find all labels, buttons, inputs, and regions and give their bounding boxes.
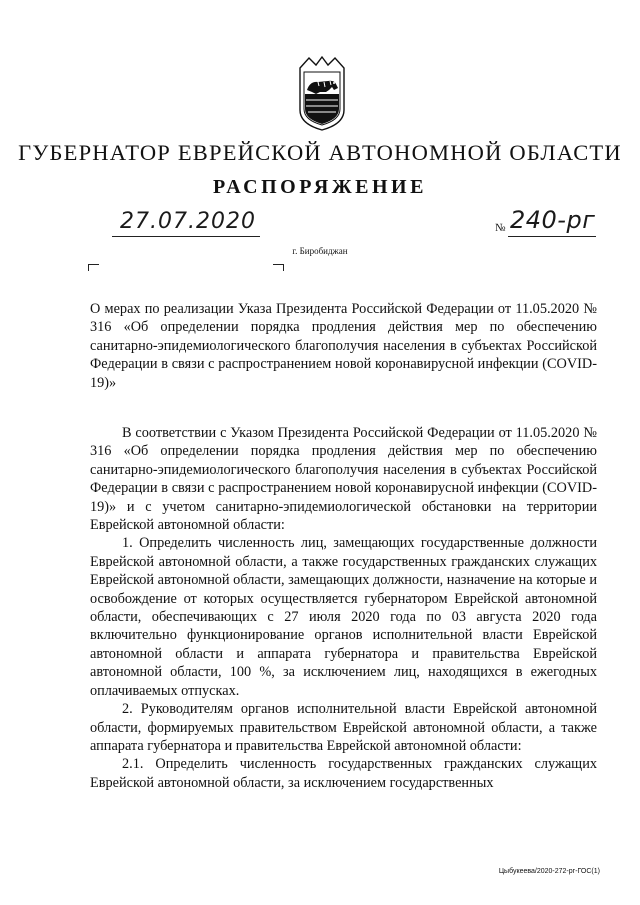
document-type-heading: РАСПОРЯЖЕНИЕ (213, 176, 427, 198)
clause-1: 1. Определить численность лиц, замещающих государственные должности Еврейской автономной области, а также государственных гражданских служащих Еврейской автономной области, замещающих должности, назначение на которые и освобождение от которых осуществляется губернатором Еврейской автономной области, обеспечивающих с 27 июля 2020 года по 03 августа 2020 года включительно функционирование органов исполнительной власти Еврейской автономной области и аппарата губернатора и правительства Еврейской автономной области, 100 %, за исключением лиц, находящихся в ежегодных оплачиваемых отпусках. (90, 535, 597, 699)
document-reference-code: Цыбукеева/2020-272-рг-ГОС(1) (498, 868, 600, 875)
right-corner-mark (273, 264, 284, 271)
clause-2: 2. Руководителям органов исполнительной власти Еврейской автономной области, формируемых правительством Еврейской автономной области, а также аппарата губернатора и правительства Еврейской автономной области: (90, 701, 597, 754)
date-underline (112, 236, 260, 237)
document-number: 240-рг (510, 206, 596, 234)
coat-of-arms-emblem (296, 54, 348, 132)
body-text (90, 424, 597, 792)
issuing-authority-heading: ГУБЕРНАТОР ЕВРЕЙСКОЙ АВТОНОМНОЙ ОБЛАСТИ (18, 140, 622, 165)
left-corner-mark (88, 264, 99, 271)
subject-text: О мерах по реализации Указа Президента Российской Федерации от 11.05.2020 № 316 «Об определении порядка продления действия мер по обеспечению санитарно-эпидемиологического благополучия населения в субъектах Российской Федерации в связи с распространением новой коронавирусной инфекции (COVID-19)» (90, 301, 597, 391)
document-date: 27.07.2020 (120, 209, 256, 234)
number-prefix: № (495, 222, 506, 234)
clause-2-1: 2.1. Определить численность государственных гражданских служащих Еврейской автономной области, за исключением государственных (90, 756, 597, 791)
subject-block (90, 300, 597, 392)
preamble-paragraph: В соответствии с Указом Президента Российской Федерации от 11.05.2020 № 316 «Об определении порядка продления действия мер по обеспечению санитарно-эпидемиологического благополучия населения в субъектах Российской Федерации в связи с распространением новой коронавирусной инфекции (COVID-19)» и с учетом санитарно-эпидемиологической обстановки на территории Еврейской автономной области: (90, 425, 597, 534)
number-underline (508, 236, 596, 237)
city-name: г. Биробиджан (292, 246, 348, 256)
